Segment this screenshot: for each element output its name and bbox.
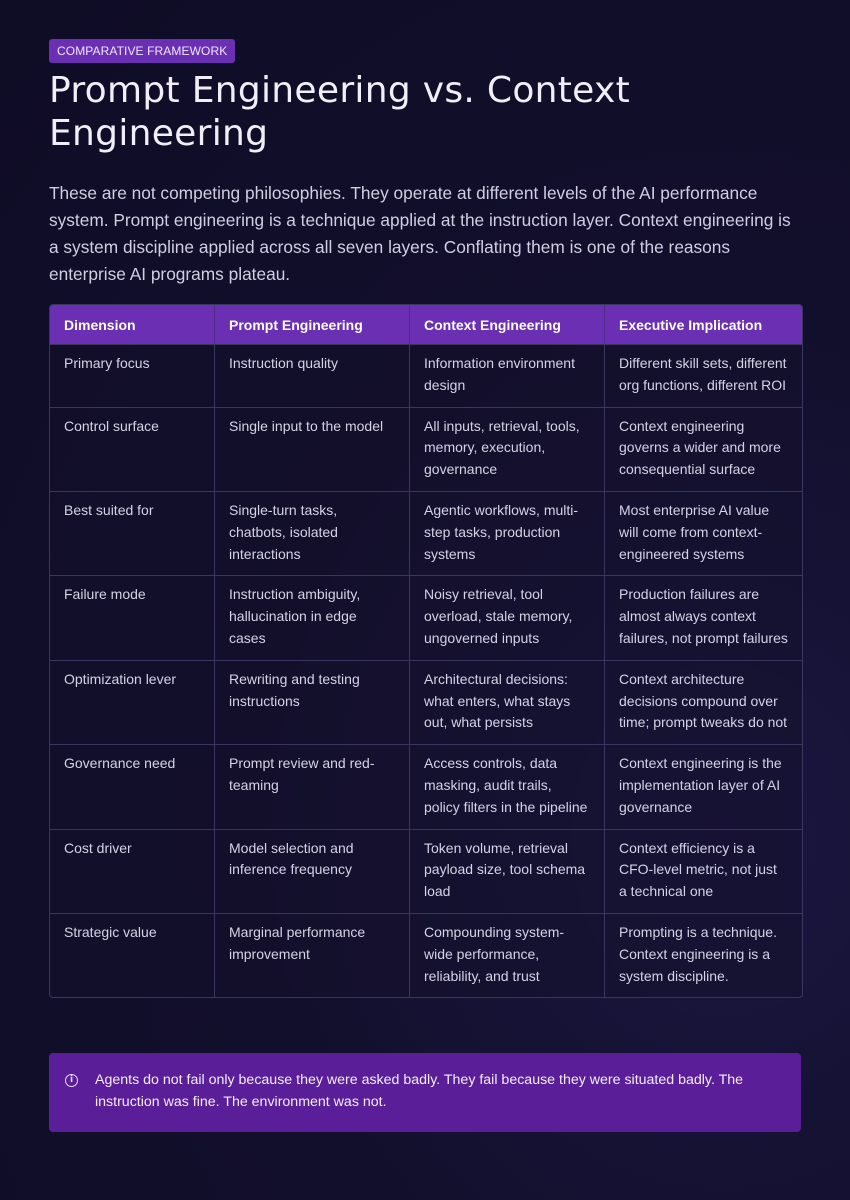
page-title: Prompt Engineering vs. Context Engineering <box>49 70 631 154</box>
cell-dimension: Control surface <box>50 407 215 491</box>
cell-prompt: Instruction ambiguity, hallucination in edge cases <box>215 575 410 659</box>
document-page <box>49 39 801 998</box>
header-prompt-engineering: Prompt Engineering <box>215 305 410 344</box>
cell-implication: Most enterprise AI value will come from context-engineered systems <box>605 491 802 575</box>
cell-context: Compounding system-wide performance, reliability, and trust <box>410 913 605 997</box>
header-executive-implication: Executive Implication <box>605 305 802 344</box>
cell-implication: Context efficiency is a CFO-level metric, not just a technical one <box>605 829 802 913</box>
cell-context: Information environment design <box>410 344 605 407</box>
table-row <box>50 829 802 913</box>
cell-implication: Production failures are almost always context failures, not prompt failures <box>605 575 802 659</box>
cell-dimension: Governance need <box>50 744 215 828</box>
info-icon: i <box>65 1074 78 1087</box>
cell-dimension: Primary focus <box>50 344 215 407</box>
cell-prompt: Instruction quality <box>215 344 410 407</box>
comparison-table <box>49 304 803 998</box>
cell-prompt: Single-turn tasks, chatbots, isolated interactions <box>215 491 410 575</box>
cell-context: Token volume, retrieval payload size, tool schema load <box>410 829 605 913</box>
cell-dimension: Cost driver <box>50 829 215 913</box>
table-row <box>50 344 802 407</box>
cell-prompt: Rewriting and testing instructions <box>215 660 410 744</box>
cell-implication: Context engineering is the implementation layer of AI governance <box>605 744 802 828</box>
cell-prompt: Model selection and inference frequency <box>215 829 410 913</box>
header-context-engineering: Context Engineering <box>410 305 605 344</box>
cell-dimension: Strategic value <box>50 913 215 997</box>
cell-implication: Different skill sets, different org functions, different ROI <box>605 344 802 407</box>
cell-dimension: Optimization lever <box>50 660 215 744</box>
callout-text: Agents do not fail only because they were asked badly. They fail because they were situated badly. The instruction was fine. The environment was not. <box>95 1072 744 1110</box>
cell-prompt: Single input to the model <box>215 407 410 491</box>
table-row <box>50 660 802 744</box>
section-badge: COMPARATIVE FRAMEWORK <box>49 39 235 63</box>
cell-context: Access controls, data masking, audit trails, policy filters in the pipeline <box>410 744 605 828</box>
table-row <box>50 575 802 659</box>
cell-context: All inputs, retrieval, tools, memory, execution, governance <box>410 407 605 491</box>
cell-prompt: Prompt review and red-teaming <box>215 744 410 828</box>
cell-implication: Context architecture decisions compound over time; prompt tweaks do not <box>605 660 802 744</box>
table-row <box>50 744 802 828</box>
cell-context: Architectural decisions: what enters, what stays out, what persists <box>410 660 605 744</box>
cell-context: Agentic workflows, multi-step tasks, production systems <box>410 491 605 575</box>
table-row <box>50 407 802 491</box>
table-header-row <box>50 305 802 344</box>
callout-note <box>49 1053 801 1132</box>
table-row <box>50 491 802 575</box>
cell-dimension: Best suited for <box>50 491 215 575</box>
cell-prompt: Marginal performance improvement <box>215 913 410 997</box>
cell-dimension: Failure mode <box>50 575 215 659</box>
cell-implication: Context engineering governs a wider and more consequential surface <box>605 407 802 491</box>
cell-implication: Prompting is a technique. Context engineering is a system discipline. <box>605 913 802 997</box>
cell-context: Noisy retrieval, tool overload, stale memory, ungoverned inputs <box>410 575 605 659</box>
table-row <box>50 913 802 997</box>
header-dimension: Dimension <box>50 305 215 344</box>
intro-paragraph: These are not competing philosophies. They operate at different levels of the AI performance system. Prompt engineering is a technique applied at the instruction layer. Context engineering is a system discipline applied across all seven layers. Conflating them is one of the reasons enterprise AI programs plateau. <box>49 183 791 284</box>
